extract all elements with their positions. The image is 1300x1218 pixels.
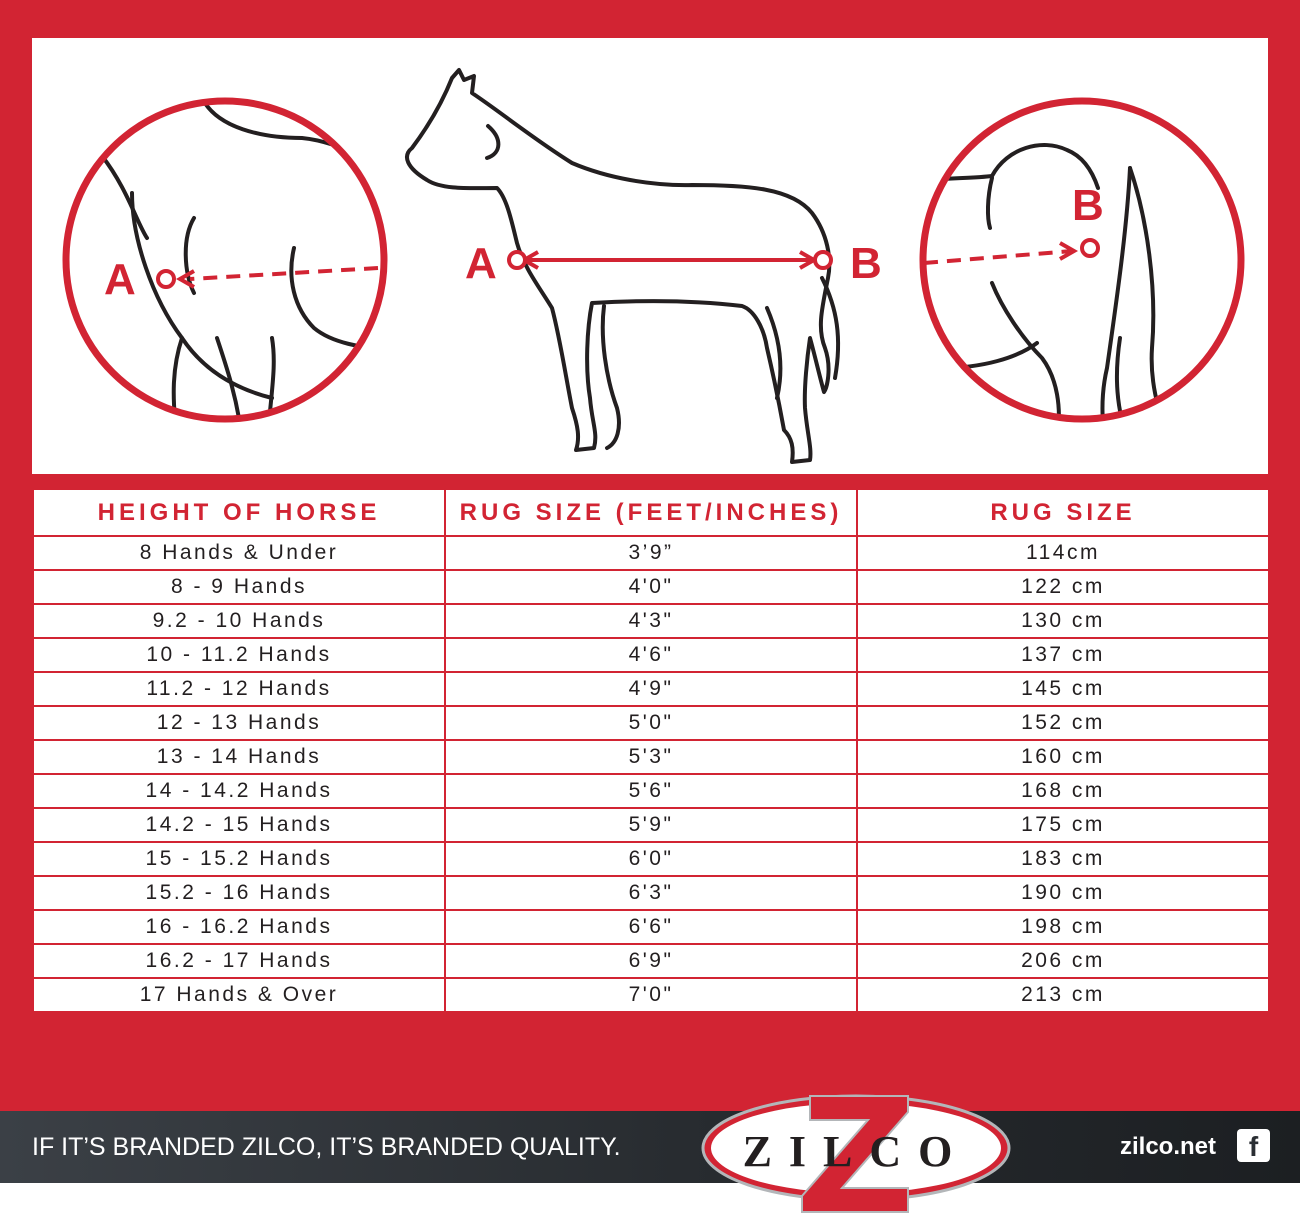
right-marker-b: B [1072, 181, 1104, 230]
table-row [33, 672, 1269, 706]
cell-height: 17 Hands & Over [33, 978, 445, 1012]
cell-feet-inches: 5'6" [445, 774, 857, 808]
cell-feet-inches: 5'3" [445, 740, 857, 774]
cell-feet-inches: 6'6" [445, 910, 857, 944]
rump-detail-circle [923, 101, 1241, 448]
cell-height: 10 - 11.2 Hands [33, 638, 445, 672]
measurement-illustration [32, 38, 1268, 474]
cell-feet-inches: 7'0" [445, 978, 857, 1012]
cell-height: 15.2 - 16 Hands [33, 876, 445, 910]
cell-height: 14.2 - 15 Hands [33, 808, 445, 842]
center-marker-a: A [465, 239, 497, 288]
chest-detail-circle [66, 98, 392, 438]
cell-cm: 190 cm [857, 876, 1269, 910]
cell-cm: 152 cm [857, 706, 1269, 740]
cell-cm: 137 cm [857, 638, 1269, 672]
cell-height: 16.2 - 17 Hands [33, 944, 445, 978]
cell-feet-inches: 4'0" [445, 570, 857, 604]
cell-feet-inches: 5'9" [445, 808, 857, 842]
table-row [33, 944, 1269, 978]
left-marker-a: A [104, 255, 136, 304]
cell-height: 16 - 16.2 Hands [33, 910, 445, 944]
table-row [33, 842, 1269, 876]
header-rug-size-feet-inches: RUG SIZE (FEET/INCHES) [445, 489, 857, 536]
cell-feet-inches: 4'9" [445, 672, 857, 706]
cell-cm: 213 cm [857, 978, 1269, 1012]
facebook-icon[interactable]: f [1237, 1129, 1270, 1162]
header-rug-size-cm: RUG SIZE [857, 489, 1269, 536]
table-row [33, 978, 1269, 1012]
cell-feet-inches: 4'3" [445, 604, 857, 638]
cell-cm: 168 cm [857, 774, 1269, 808]
table-row [33, 604, 1269, 638]
cell-cm: 160 cm [857, 740, 1269, 774]
cell-height: 15 - 15.2 Hands [33, 842, 445, 876]
cell-feet-inches: 3’9” [445, 536, 857, 570]
cell-height: 14 - 14.2 Hands [33, 774, 445, 808]
logo-wordmark: ZILCO [742, 1127, 970, 1176]
cell-feet-inches: 6'9" [445, 944, 857, 978]
header-height-of-horse: HEIGHT OF HORSE [33, 489, 445, 536]
website-link[interactable]: zilco.net [1120, 1133, 1217, 1160]
zilco-logo [700, 1092, 1012, 1216]
cell-feet-inches: 6'0" [445, 842, 857, 876]
cell-height: 9.2 - 10 Hands [33, 604, 445, 638]
cell-cm: 198 cm [857, 910, 1269, 944]
table-row [33, 706, 1269, 740]
table-row [33, 570, 1269, 604]
cell-height: 13 - 14 Hands [33, 740, 445, 774]
table-row [33, 910, 1269, 944]
cell-cm: 114cm [857, 536, 1269, 570]
cell-cm: 206 cm [857, 944, 1269, 978]
cell-cm: 183 cm [857, 842, 1269, 876]
cell-feet-inches: 4'6" [445, 638, 857, 672]
cell-cm: 130 cm [857, 604, 1269, 638]
table-header-row [33, 489, 1269, 536]
cell-feet-inches: 6'3" [445, 876, 857, 910]
cell-height: 11.2 - 12 Hands [33, 672, 445, 706]
center-marker-b: B [850, 239, 882, 288]
cell-height: 8 - 9 Hands [33, 570, 445, 604]
table-row [33, 774, 1269, 808]
cell-cm: 145 cm [857, 672, 1269, 706]
cell-cm: 175 cm [857, 808, 1269, 842]
rug-size-table [32, 488, 1270, 1013]
brand-tagline: IF IT’S BRANDED ZILCO, IT’S BRANDED QUALITY. [32, 1133, 621, 1161]
table-row [33, 808, 1269, 842]
table-row [33, 740, 1269, 774]
cell-cm: 122 cm [857, 570, 1269, 604]
cell-feet-inches: 5'0" [445, 706, 857, 740]
cell-height: 8 Hands & Under [33, 536, 445, 570]
cell-height: 12 - 13 Hands [33, 706, 445, 740]
table-row [33, 638, 1269, 672]
table-row [33, 536, 1269, 570]
table-row [33, 876, 1269, 910]
